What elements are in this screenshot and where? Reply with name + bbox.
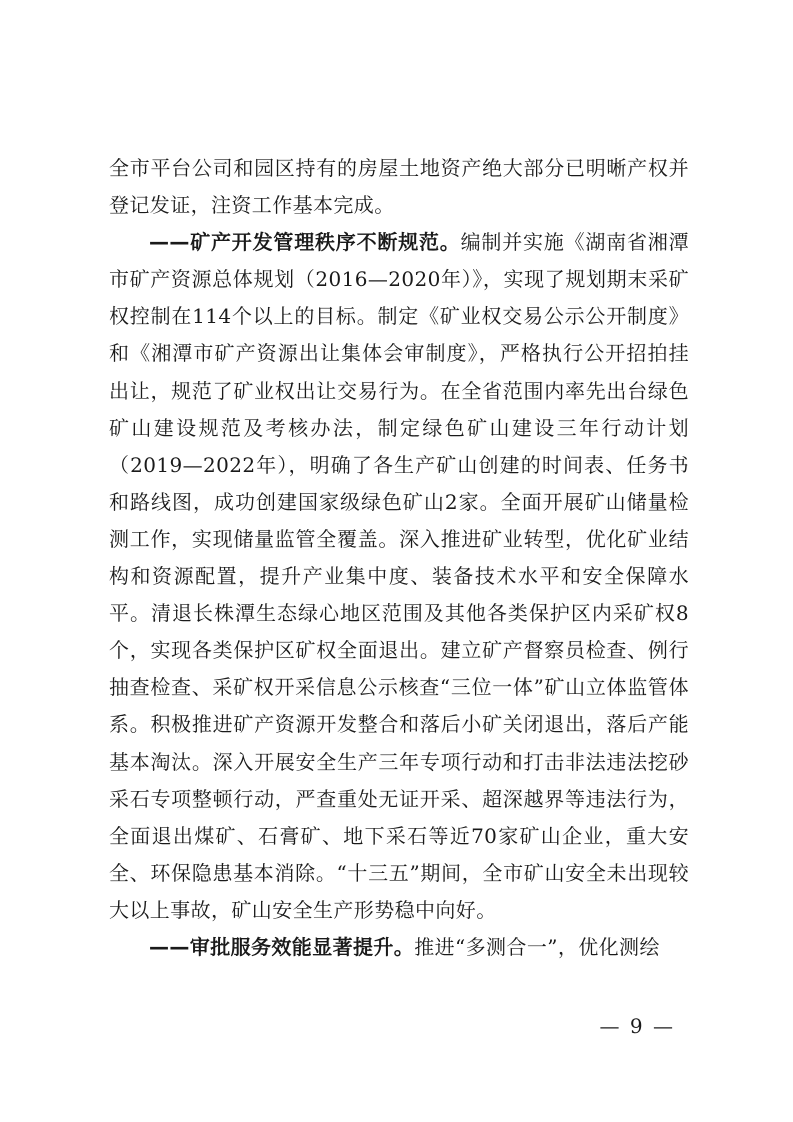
paragraph-mineral-management — [109, 224, 689, 929]
paragraph-approval-service — [109, 929, 689, 966]
paragraph-heading: ——审批服务效能显著提升。 — [149, 934, 415, 959]
page-number: — 9 — — [599, 1014, 675, 1038]
paragraph-continuation — [109, 150, 689, 224]
paragraph-text: 推进“多测合一”，优化测绘 — [414, 934, 660, 959]
paragraph-text: 编制并实施《湖南省湘潭市矿产资源总体规划（2016—2020年）》，实现了规划期末采矿权控制在114个以上的目标。制定《矿业权交易公示公开制度》和《湘潭市矿产资源出让集体会审制度》，严格执行公开招拍挂出让，规范了矿业权出让交易行为。在全省范围内率先出台绿色矿山建设规范及考核办法，制定绿色矿山建设三年行动计划（2019—2022年），明确了各生产矿山创建的时间表、任务书和路线图，成功创建国家级绿色矿山2家。全面开展矿山储量检测工作，实现储量监管全覆盖。深入推进矿业转型，优化矿业结构和资源配置，提升产业集中度、装备技术水平和安全保障水平。清退长株潭生态绿心地区范围及其他各类保护区内采矿权8个，实现各类保护区矿权全面退出。建立矿产督察员检查、例行抽查检查、采矿权开采信息公示核查“三位一体”矿山立体监管体系。积极推进矿产资源开发整合和落后小矿关闭退出，落后产能基本淘汰。深入开展安全生产三年专项行动和打击非法违法挖砂采石专项整顿行动，严查重处无证开采、超深越界等违法行为，全面退出煤矿、石膏矿、地下采石等近70家矿山企业，重大安全、环保隐患基本消除。“十三五”期间，全市矿山安全未出现较大以上事故，矿山安全生产形势稳中向好。 — [109, 230, 690, 922]
body-text — [109, 150, 689, 966]
paragraph-text: 全市平台公司和园区持有的房屋土地资产绝大部分已明晰产权并登记发证，注资工作基本完成。 — [109, 156, 689, 218]
paragraph-heading: ——矿产开发管理秩序不断规范。 — [149, 230, 461, 255]
